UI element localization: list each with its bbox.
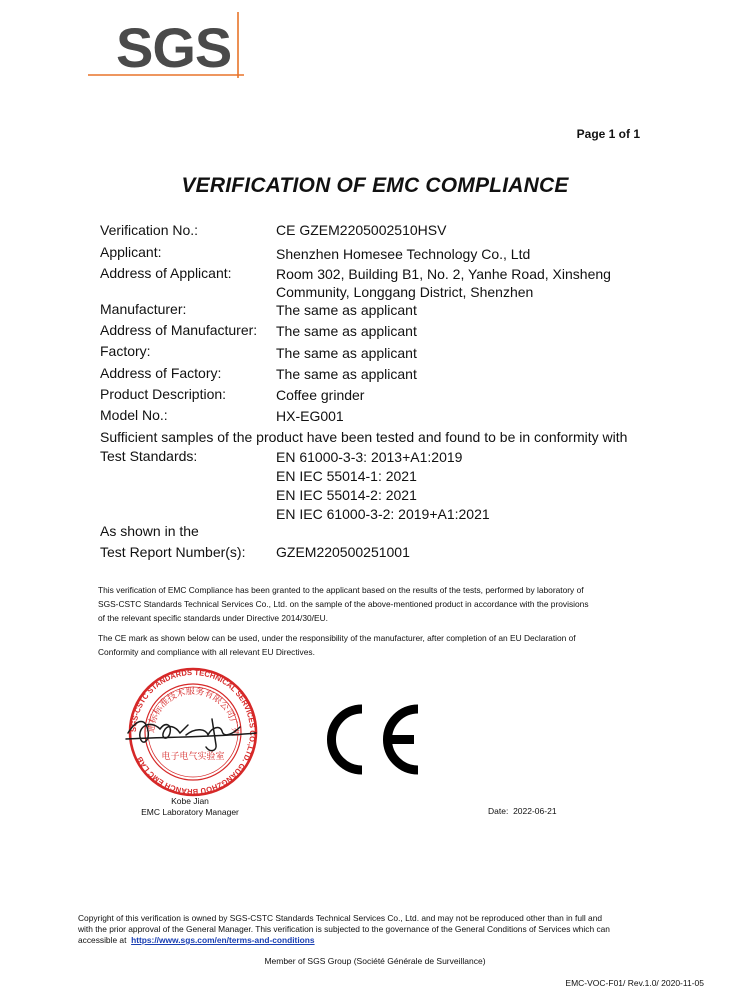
verification-note-line-2: SGS-CSTC Standards Technical Services Co., Ltd. on the sample of the above-mentioned product in accordance with the provisions [98,599,589,609]
seal-outer-text: SGS-CSTC STANDARDS TECHNICAL SERVICES CO.,LTD. GUANGZHOU BRANCH EMC LAB [128,667,258,797]
verification-note-line-1: This verification of EMC Compliance has been granted to the applicant based on the results of the tests, performed by laboratory of [98,585,584,595]
document-title: VERIFICATION OF EMC COMPLIANCE [181,174,569,197]
product-description-label: Product Description: [100,386,227,402]
copyright-line-1: Copyright of this verification is owned by SGS-CSTC Standards Technical Services Co., Ltd. and may not be reproduced other than in full and [78,913,603,923]
test-standards-label: Test Standards: [100,448,198,464]
test-standard-item: EN IEC 61000-3-2: 2019+A1:2021 [276,506,490,522]
date-label: Date: [488,806,509,816]
report-label-line-1: As shown in the [100,523,199,539]
factory-address-label: Address of Factory: [100,365,222,381]
test-standard-item: EN 61000-3-3: 2013+A1:2019 [276,449,463,465]
applicant-label: Applicant: [100,244,162,260]
product-description-value: Coffee grinder [276,387,365,403]
ce-mark-note-line-2: Conformity and compliance with all relevant EU Directives. [98,647,315,657]
test-standard-item: EN IEC 55014-1: 2021 [276,468,417,484]
seal-center-text: 电子电气实验室 [161,752,225,762]
test-standard-item: EN IEC 55014-2: 2021 [276,487,417,503]
signer-title: EMC Laboratory Manager [141,807,239,817]
company-seal [116,667,271,797]
applicant-value: Shenzhen Homesee Technology Co., Ltd [276,246,531,262]
date-value: 2022-06-21 [513,806,557,816]
verification-no-label: Verification No.: [100,222,199,238]
verification-no-value: CE GZEM2205002510HSV [276,222,447,238]
test-standards-list [276,448,490,524]
page-number: Page 1 of 1 [576,127,640,141]
copyright-notice [78,913,676,946]
factory-value: The same as applicant [276,345,417,361]
applicant-address-label: Address of Applicant: [100,265,232,281]
copyright-line-3-text: accessible at [78,935,127,945]
manufacturer-value: The same as applicant [276,302,417,318]
factory-label: Factory: [100,343,151,359]
sgs-group-member: Member of SGS Group (Société Générale de Surveillance) [264,956,486,966]
verification-note-line-3: of the relevant specific standards under Directive 2014/30/EU. [98,613,328,623]
manufacturer-address-label: Address of Manufacturer: [100,322,258,338]
date-line [488,806,557,816]
copyright-line-2: with the prior approval of the General Manager. This verification is subjected to the governance of the General Conditions of Services which can [78,924,610,934]
verification-note [98,583,654,625]
applicant-address-value [276,265,611,301]
seal-inner-text: 通标标准技术服务有限公司广州 [146,686,240,737]
ce-mark-note [98,631,654,659]
report-label-line-2: Test Report Number(s): [100,544,246,560]
model-no-label: Model No.: [100,407,168,423]
ce-mark-note-line-1: The CE mark as shown below can be used, under the responsibility of the manufacturer, after completion of an EU Declaration of [98,633,576,643]
copyright-line-3 [78,935,676,946]
sgs-logo [88,12,248,80]
sgs-logo-text: SGS [116,16,232,79]
ce-mark [318,703,424,776]
form-code: EMC-VOC-F01/ Rev.1.0/ 2020-11-05 [565,978,704,988]
applicant-address-line-2: Community, Longgang District, Shenzhen [276,284,534,300]
conformity-statement: Sufficient samples of the product have been tested and found to be in conformity with [100,429,628,445]
manufacturer-label: Manufacturer: [100,301,187,317]
applicant-address-line-1: Room 302, Building B1, No. 2, Yanhe Road, Xinsheng [276,266,611,282]
factory-address-value: The same as applicant [276,366,417,382]
model-no-value: HX-EG001 [276,408,344,424]
terms-link[interactable]: https://www.sgs.com/en/terms-and-conditions [131,935,315,945]
manufacturer-address-value: The same as applicant [276,323,417,339]
report-number-value: GZEM220500251001 [276,544,410,560]
signer-name: Kobe Jian [171,796,209,806]
